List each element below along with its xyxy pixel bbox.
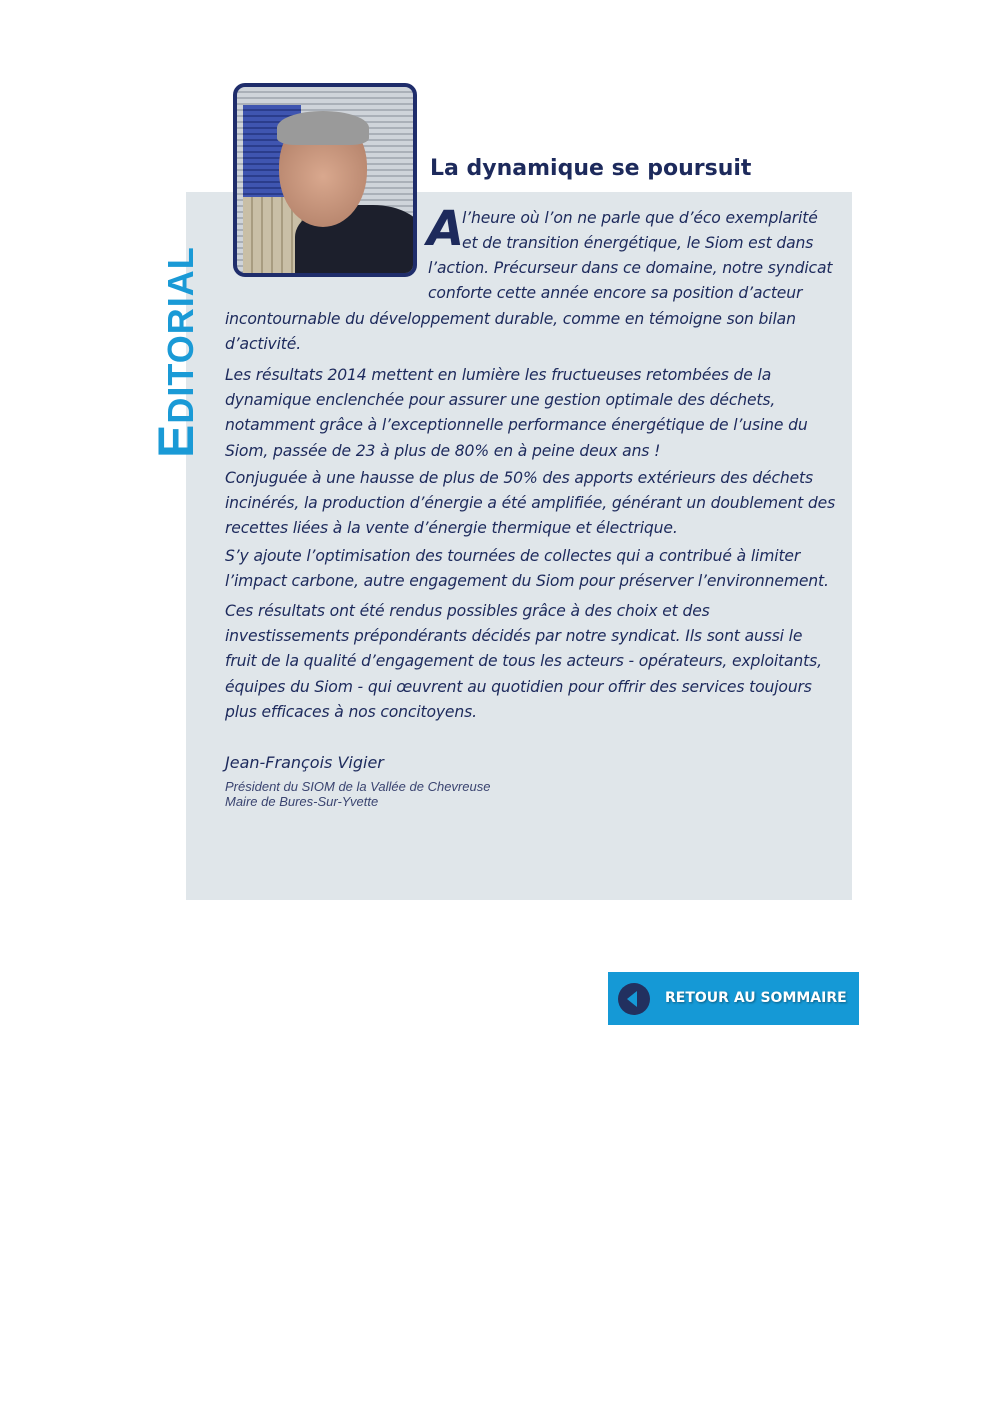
portrait-photo (233, 83, 417, 277)
paragraph: Ces résultats ont été rendus possibles grâce à des choix et des investissements prépondérants décidés par notre syndicat. Ils sont aussi le fruit de la qualité d’engagement de tous les acteurs - opérateurs, exploitants, équipes du Siom - qui œuvrent au quotidien pour offrir des services toujours plus efficaces à nos concitoyens. (225, 602, 822, 721)
paragraph: S’y ajoute l’optimisation des tournées de collectes qui a contribué à limiter l’impact carbone, autre engagement du Siom pour préserver l’environnement. (225, 547, 829, 591)
signature-name: Jean-François Vigier (225, 753, 384, 772)
intro-paragraph-b: l’action. Précurseur dans ce domaine, notre syndicat conforte cette année encore sa position d’acteur (428, 259, 833, 303)
intro-paragraph-a: l’heure où l’on ne parle que d’éco exemplarité et de transition énergétique, le Siom est dans (462, 209, 818, 253)
intro-paragraph-c: incontournable du développement durable, comme en témoigne son bilan d’activité. (225, 310, 796, 354)
back-arrow-circle-icon (618, 983, 650, 1015)
drop-cap: A (427, 201, 465, 257)
section-label: EDITORIAL (148, 246, 204, 458)
article-title: La dynamique se poursuit (430, 156, 752, 181)
signature-role: Maire de Bures-Sur-Yvette (225, 794, 379, 809)
signature-role: Président du SIOM de la Vallée de Chevreuse (225, 779, 491, 794)
paragraph: Conjuguée à une hausse de plus de 50% des apports extérieurs des déchets incinérés, la production d’énergie a été amplifiée, générant un doublement des recettes liées à la vente d’énergie thermique et électrique. (225, 469, 836, 538)
back-to-contents-button[interactable]: RETOUR AU SOMMAIRE (608, 972, 859, 1025)
paragraph: Les résultats 2014 mettent en lumière les fructueuses retombées de la dynamique enclenchée pour assurer une gestion optimale des déchets, notamment grâce à l’exceptionnelle performance énergétique de l’usine du Siom, passée de 23 à plus de 80% en à peine deux ans ! (225, 366, 808, 460)
